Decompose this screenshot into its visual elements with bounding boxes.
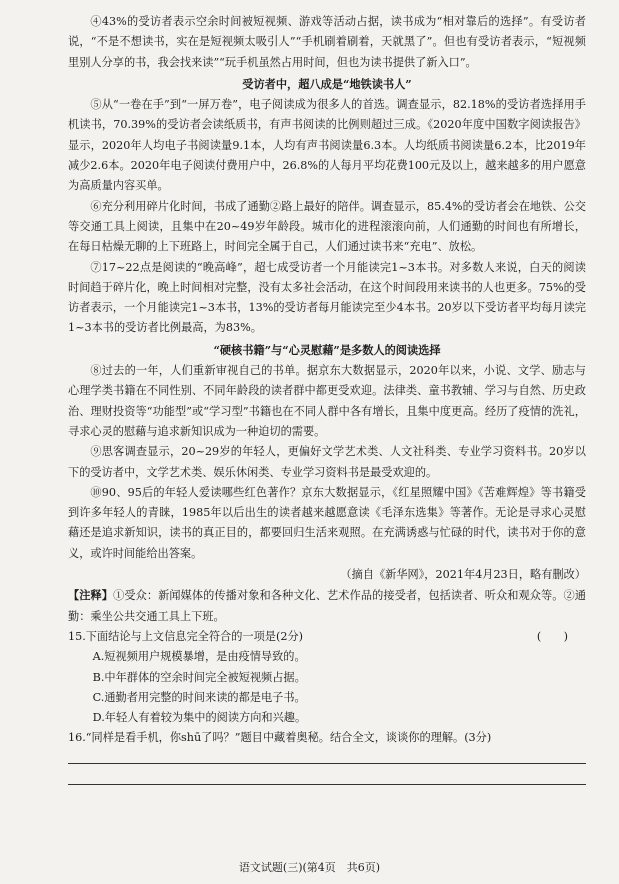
note-text: ①受众：新闻媒体的传播对象和各种文化、艺术作品的接受者，包括读者、听众和观众等。②通勤：乘坐公共交通工具上下班。	[68, 589, 586, 623]
paragraph-7: ⑦17~22点是阅读的“晚高峰”，超七成受访者一个月能读完1~3本书。对多数人来说，白天的阅读时间趋于碎片化，晚上时间相对完整，没有太多社会活动，在这个时间段用来读书的人也更多。75%的受访者表示，一个月能读完1~3本书，13%的受访者每月能读完至少4本书。20岁以下受访者平均每月读完1~3本书的受访者比例最高，为83%。	[68, 260, 586, 335]
paragraph-8: ⑧过去的一年，人们重新审视自己的书单。据京东大数据显示，2020年以来，小说、文学、励志与心理学类书籍在不同性别、不同年龄段的读者群中都更受欢迎。法律类、童书教辅、学习与自然、历史政治、理财投资等“功能型”或“学习型”书籍也在不同人群中各有增长，且集中度更高。经历了疫情的洗礼，寻求心灵的慰藉与追求新知识成为一种迫切的需要。	[68, 364, 586, 438]
question-15	[68, 627, 586, 728]
note-label: 【注释】	[68, 588, 114, 603]
annotation-note	[68, 585, 586, 627]
answer-line-1[interactable]	[68, 763, 586, 764]
paragraph-5: ⑤从“一卷在手”到“一屏万卷”，电子阅读成为很多人的首选。调查显示，82.18%的受访者选择用手机读书，70.39%的受访者会读纸质书，有声书阅读的比例则超过三成。《2020年度中国数字阅读报告》显示，2020年人均电子书阅读量9.1本，人均有声书阅读量6.3本。人均纸质书阅读量6.2本，比2019年减少2.6本。2020年电子阅读付费用户中，26.8%的人每月平均花费100元及以上，越来越多的用户愿意为高质量内容买单。	[68, 98, 586, 193]
page-footer: 语文试题(三)(第4页 共6页)	[238, 861, 381, 874]
option-b[interactable]: B.中年群体的空余时间完全被短视频占据。	[92, 670, 306, 684]
question-16-stem: 16.“同样是看手机，你shū了吗？”题目中藏着奥秘。结合全文，谈谈你的理解。(3分)	[68, 731, 492, 745]
section-heading-2: “硬核书籍”与“心灵慰藉”是多数人的阅读选择	[213, 342, 441, 357]
section-heading-1: 受访者中，超八成是“地铁读书人”	[242, 76, 412, 91]
option-d[interactable]: D.年轻人有着较为集中的阅读方向和兴趣。	[92, 711, 307, 725]
option-c[interactable]: C.通勤者用完整的时间来读的都是电子书。	[92, 690, 306, 704]
paragraph-6: ⑥充分利用碎片化时间，书成了通勤②路上最好的陪伴。调查显示，85.4%的受访者会在地铁、公交等交通工具上阅读，且集中在20~49岁年龄段。城市化的进程滚滚向前，人们通勤的时间也有所增长，在每日枯燥无聊的上下班路上，时间完全属于自己，人们通过读书来“充电”、放松。	[68, 199, 586, 254]
source-citation: （摘自《新华网》，2021年4月23日，略有删改）	[340, 568, 586, 582]
article-content	[68, 12, 586, 785]
answer-line-2[interactable]	[68, 784, 586, 785]
question-15-stem: 15.下面结论与上文信息完全符合的一项是(2分)	[68, 629, 304, 643]
option-a[interactable]: A.短视频用户规模暴增，是由疫情导致的。	[92, 650, 306, 664]
paragraph-4: ④43%的受访者表示空余时间被短视频、游戏等活动占据，读书成为“相对靠后的选择”。有受访者说，“不是不想读书，实在是短视频太吸引人”“手机刷着刷着，天就黑了”。但也有受访者表示，“短视频里别人分享的书，我会找来读”“玩手机虽然占用时间，但也为读书提供了新入口”。	[68, 15, 586, 69]
paragraph-9: ⑨思客调查显示，20~29岁的年轻人，更偏好文学艺术类、人文社科类、专业学习资料书。20岁以下的受访者中，文学艺术类、娱乐休闲类、专业学习资料书是最受欢迎的。	[68, 445, 586, 479]
answer-bracket[interactable]: ( )	[536, 629, 568, 643]
question-16	[68, 728, 586, 784]
paragraph-10: ⑩90、95后的年轻人爱读哪些红色著作？京东大数据显示，《红星照耀中国》《苦难辉煌》等书籍受到许多年轻人的青睐，1985年以后出生的读者越来越愿意读《毛泽东选集》等著作。无论是寻求心灵慰藉还是追求新知识，读书的真正目的，都要回归生活来观照。在充满诱惑与忙碌的时代，读书对于你的意义，或许时间能给出答案。	[68, 485, 586, 560]
